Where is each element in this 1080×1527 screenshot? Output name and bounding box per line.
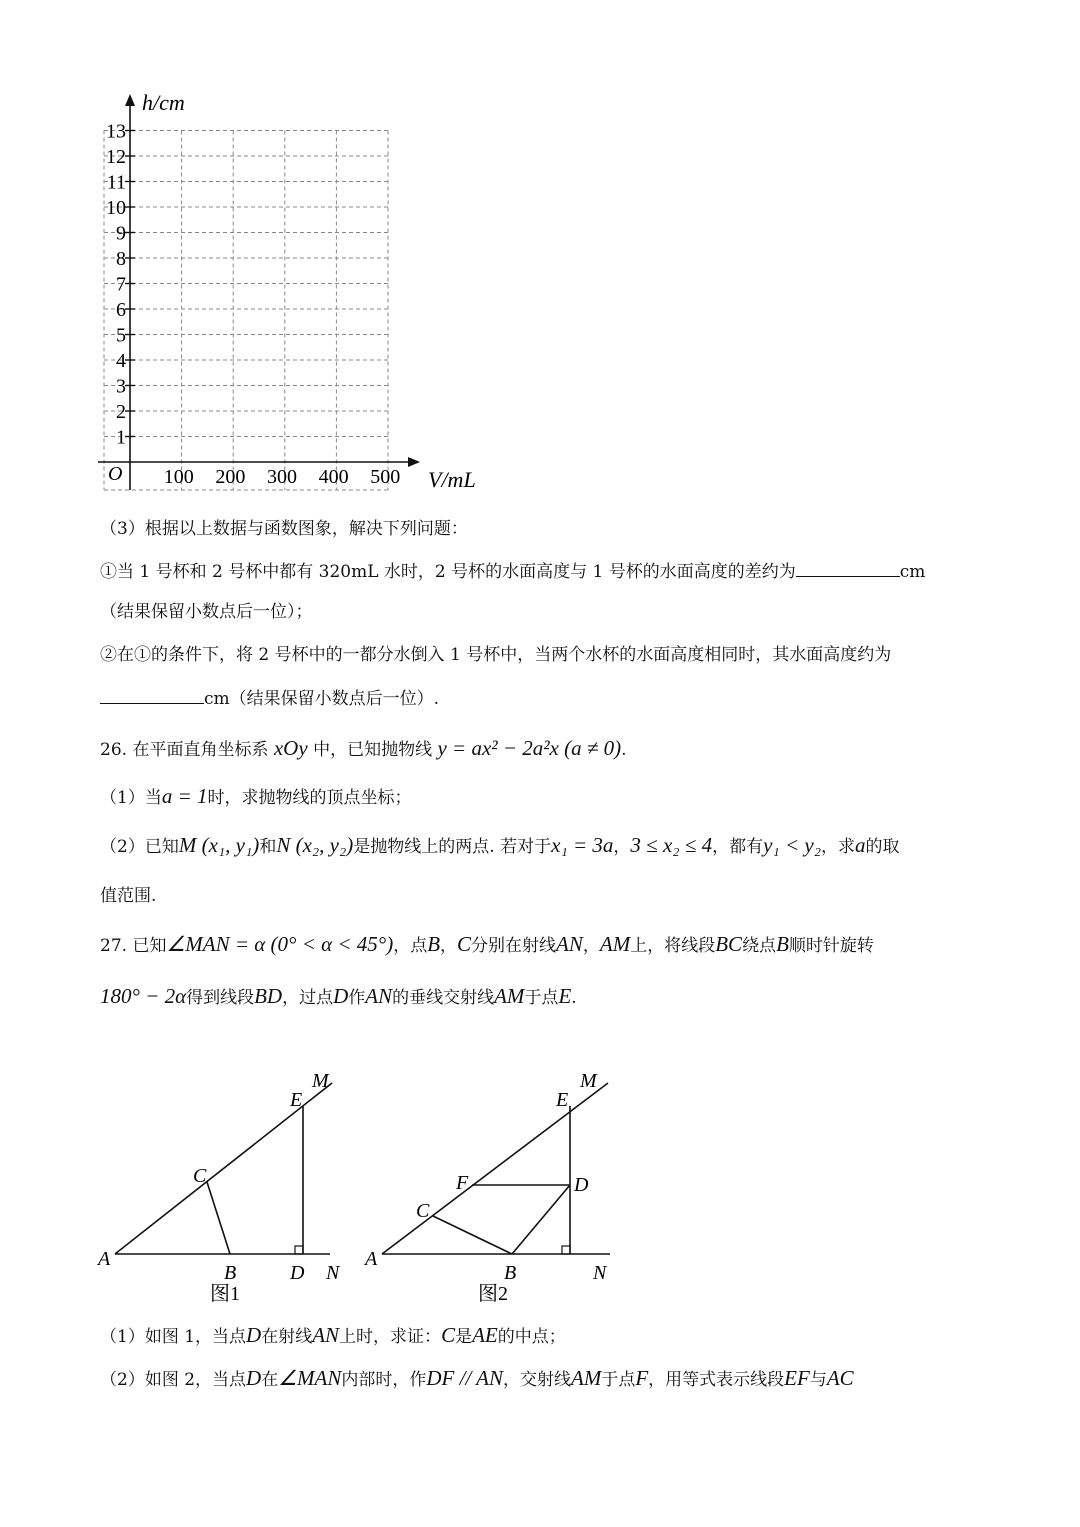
- q26-p2-a: （2）已知: [100, 837, 179, 857]
- q27-p1-c: 上时，求证：: [339, 1327, 442, 1347]
- q26-equation: y = ax² − 2a²x (a ≠ 0): [437, 736, 622, 760]
- x-tick-label: 200: [215, 466, 246, 488]
- q27-p2-F: F: [635, 1366, 649, 1390]
- q26-point-m: M (x₁, y₁): [178, 833, 260, 857]
- q26-p2-b: 是抛物线上的两点. 若对于: [353, 837, 552, 857]
- q26-p2-sep: ，: [613, 837, 631, 857]
- q27-p2-AM: AM: [571, 1366, 602, 1390]
- q27-l2-BD: BD: [254, 984, 283, 1008]
- y-tick-label: 2: [116, 401, 126, 423]
- x-tick-label: 300: [267, 466, 297, 488]
- q26-statement: [100, 737, 627, 761]
- q27-l1-b: ，点: [393, 936, 428, 956]
- fig2-label-b: B: [504, 1262, 517, 1284]
- q27-statement-line1: [100, 933, 874, 957]
- q26-end: .: [621, 740, 627, 760]
- q27-statement-line2: [100, 985, 577, 1009]
- q27-rotation-angle: 180° − 2α: [100, 984, 187, 1008]
- q27-l2-d: 的垂线交射线: [392, 988, 495, 1008]
- q26-part2-cont: 值范围.: [100, 886, 157, 906]
- y-tick-label: 5: [116, 324, 126, 347]
- q2-unit: cm（结果保留小数点后一位）.: [204, 689, 440, 709]
- q27-l1-e: ，: [582, 936, 600, 956]
- q27-p1-b: 在射线: [261, 1327, 313, 1347]
- q27-l2-e: 于点: [524, 988, 559, 1008]
- fig1-segment-cb: [207, 1182, 230, 1254]
- q26-p2-and: 和: [259, 837, 277, 857]
- q27-p2-AC: AC: [826, 1366, 854, 1390]
- q27-part2: [100, 1367, 854, 1391]
- q27-l1-c: ，: [440, 936, 458, 956]
- q27-p2-parallel: DF // AN: [426, 1366, 503, 1390]
- y-axis-label: h/cm: [142, 90, 185, 115]
- q27-l2-E: E: [558, 984, 572, 1008]
- q26-part1: [100, 785, 412, 809]
- x-axis-arrow: [408, 457, 420, 467]
- q27-l1-B: B: [427, 932, 441, 956]
- y-tick-label: 3: [116, 375, 126, 398]
- y-axis-arrow: [125, 94, 135, 106]
- q27-p1-e: 的中点；: [497, 1327, 566, 1347]
- fig2-label-m: M: [580, 1070, 597, 1092]
- q27-p2-EF: EF: [784, 1366, 810, 1390]
- q26-coord-sys: xOy: [273, 736, 308, 760]
- fig1-right-angle-mark: [295, 1246, 303, 1254]
- x-axis-label: V/mL: [428, 467, 476, 492]
- q26-p1-b: 时，求抛物线的顶点坐标；: [207, 788, 412, 808]
- q26-cond-1: x₁ = 3a: [551, 833, 614, 857]
- q27-l2-a: 得到线段: [186, 988, 255, 1008]
- q27-l1-AN: AN: [556, 932, 583, 956]
- q26-p2-d: ，求: [821, 837, 856, 857]
- fig1-label-n: N: [326, 1262, 340, 1284]
- x-tick-label: 400: [318, 466, 349, 488]
- q27-p2-c: 内部时，作: [341, 1370, 427, 1390]
- fig2-segment-bd: [512, 1185, 570, 1254]
- fig1-label-b: B: [224, 1262, 237, 1284]
- q27-p2-e: 于点: [601, 1370, 636, 1390]
- x-tick-label: 100: [163, 466, 194, 488]
- fig2-segment-cb: [433, 1216, 512, 1254]
- q26-p1-a: （1）当: [100, 788, 162, 808]
- q1-answer-blank: [796, 560, 900, 577]
- y-tick-label: 8: [116, 248, 126, 270]
- q26-p2-e: 的取: [865, 837, 900, 857]
- part3-intro: （3）根据以上数据与函数图象，解决下列问题：: [100, 519, 468, 539]
- q26-part2: [100, 834, 900, 858]
- q27-l1-g: 绕点: [742, 936, 777, 956]
- y-tick-label: 4: [116, 350, 126, 372]
- q1-unit: cm: [899, 562, 926, 582]
- q27-l2-AM: AM: [494, 984, 525, 1008]
- q27-l1-a: 27. 已知: [100, 936, 167, 956]
- y-tick-label: 13: [106, 120, 126, 143]
- q27-l1-C: C: [457, 932, 472, 956]
- q27-p2-angle: ∠MAN: [278, 1366, 342, 1390]
- fig2-label-d: D: [574, 1174, 589, 1196]
- q2-answer-blank: [100, 687, 204, 704]
- figure-2: [360, 1060, 630, 1310]
- fig2-ray-am: [382, 1083, 608, 1254]
- q27-p2-g: 与: [809, 1370, 827, 1390]
- fig2-caption: 图2: [478, 1283, 508, 1305]
- q27-p2-f: ，用等式表示线段: [648, 1370, 785, 1390]
- fig1-label-c: C: [193, 1165, 207, 1187]
- q27-p1-AE: AE: [472, 1323, 498, 1347]
- q27-p2-a: （2）如图 2，当点: [100, 1370, 247, 1390]
- q26-p2-c: ，都有: [712, 837, 764, 857]
- fig1-label-a: A: [98, 1248, 111, 1270]
- q26-cond-2: 3 ≤ x₂ ≤ 4: [630, 833, 713, 857]
- q27-p1-d: 是: [455, 1327, 473, 1347]
- fig2-label-f: F: [456, 1172, 469, 1194]
- q27-p1-D: D: [246, 1323, 262, 1347]
- fig2-label-a: A: [365, 1248, 378, 1270]
- q2-answer-line: [100, 687, 439, 710]
- q27-l1-h: 顺时针旋转: [788, 936, 874, 956]
- fig1-label-d: D: [290, 1262, 305, 1284]
- q27-l2-f: .: [571, 988, 577, 1008]
- fig1-caption: 图1: [210, 1283, 240, 1305]
- q26-cond-3: y₁ < y₂: [763, 833, 822, 857]
- q27-p1-C: C: [441, 1323, 456, 1347]
- q27-part1: [100, 1324, 566, 1348]
- grid-lines: [104, 131, 388, 491]
- q27-l1-B2: B: [776, 932, 789, 956]
- q27-p2-d: ，交射线: [503, 1370, 571, 1390]
- fig2-right-angle-mark: [562, 1246, 570, 1254]
- h-v-grid-chart: [0, 0, 520, 500]
- q27-l1-f: 上，将线段: [630, 936, 716, 956]
- x-tick-label: 500: [370, 466, 401, 488]
- q27-angle-cond: ∠MAN = α (0° < α < 45°): [166, 932, 394, 956]
- fig2-label-n: N: [593, 1262, 607, 1284]
- q27-p1-a: （1）如图 1，当点: [100, 1327, 247, 1347]
- part3-question-1: [100, 560, 925, 583]
- y-tick-label: 10: [106, 197, 126, 219]
- y-tick-label: 1: [116, 426, 126, 449]
- fig2-label-e: E: [556, 1089, 569, 1111]
- q27-l1-d: 分别在射线: [471, 936, 557, 956]
- q26-point-n: N (x₂, y₂): [276, 833, 354, 857]
- y-tick-label: 6: [116, 299, 126, 321]
- y-tick-label: 9: [116, 222, 126, 245]
- q26-p1-math: a = 1: [161, 784, 208, 808]
- q27-l2-b: ，过点: [282, 988, 334, 1008]
- q27-l2-AN: AN: [365, 984, 393, 1008]
- part3-question-2: ②在①的条件下，将 2 号杯中的一都分水倒入 1 号杯中，当两个水杯的水面高度相同时，其水面高度约为: [100, 645, 892, 665]
- q27-l1-AM: AM: [599, 932, 631, 956]
- q1-text: ①当 1 号杯和 2 号杯中都有 320mL 水时，2 号杯的水面高度与 1 号杯的水面高度的差约为: [100, 562, 796, 582]
- q27-p1-AN: AN: [312, 1323, 340, 1347]
- y-tick-label: 7: [116, 273, 126, 296]
- y-tick-label: 11: [106, 171, 126, 194]
- q27-l1-BC: BC: [715, 932, 743, 956]
- figure-1: [90, 1060, 360, 1310]
- q26-prefix: 26. 在平面直角坐标系: [100, 740, 269, 760]
- fig1-label-e: E: [290, 1089, 303, 1111]
- q1-note: （结果保留小数点后一位）；: [100, 602, 313, 622]
- q27-p2-b: 在: [261, 1370, 279, 1390]
- q27-l2-c: 作: [348, 988, 366, 1008]
- y-tick-label: 12: [106, 146, 126, 168]
- q26-mid: 中，已知抛物线: [313, 740, 433, 760]
- origin-label: O: [108, 463, 123, 485]
- q26-var-a: a: [855, 833, 866, 857]
- fig2-label-c: C: [416, 1200, 430, 1222]
- q27-l2-D: D: [333, 984, 349, 1008]
- q27-p2-D: D: [246, 1366, 262, 1390]
- fig1-label-m: M: [312, 1070, 329, 1092]
